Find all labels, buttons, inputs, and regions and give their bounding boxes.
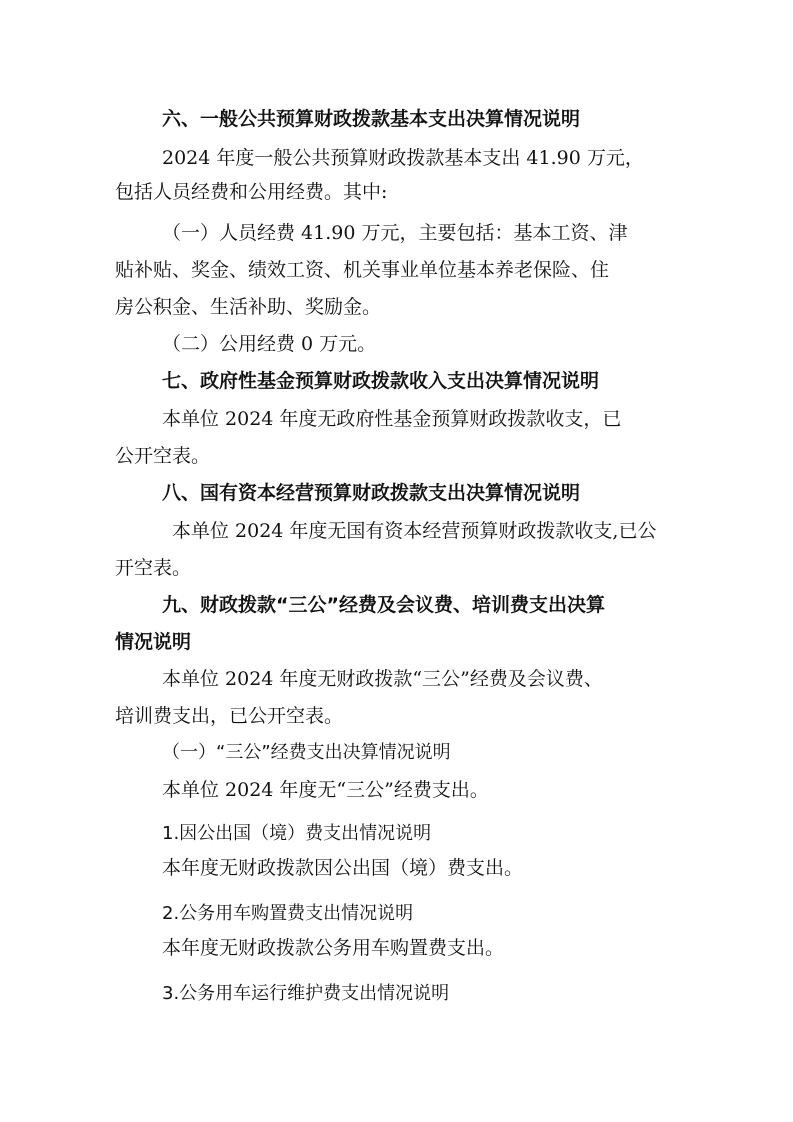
section-7-paragraph-line: 公开空表。	[115, 445, 211, 467]
section-9-paragraph-line: 本单位 2024 年度无财政拨款“三公”经费及会议费、	[162, 668, 603, 690]
section-6-paragraph-line: 包括人员经费和公用经费。其中:	[115, 181, 388, 203]
section-7-heading: 七、政府性基金预算财政拨款收入支出决算情况说明	[162, 370, 600, 392]
item-2-heading: 2.公务用车购置费支出情况说明	[162, 903, 414, 924]
section-6-paragraph-line: 2024 年度一般公共预算财政拨款基本支出 41.90 万元，	[162, 147, 644, 169]
section-9-heading-line: 情况说明	[115, 631, 192, 653]
section-6-item-1-line: （一）人员经费 41.90 万元，主要包括：基本工资、津	[162, 222, 628, 244]
section-9-heading-line: 九、财政拨款“三公”经费及会议费、培训费支出决算	[162, 594, 605, 616]
item-1-text: 本年度无财政拨款因公出国（境）费支出。	[162, 857, 524, 879]
section-8-heading: 八、国有资本经营预算财政拨款支出决算情况说明	[162, 482, 581, 504]
section-8-paragraph-line: 本单位 2024 年度无国有资本经营预算财政拨款收支,已公	[172, 520, 657, 542]
section-7-paragraph-line: 本单位 2024 年度无政府性基金预算财政拨款收支，已	[162, 408, 622, 430]
section-9-paragraph-line: 培训费支出，已公开空表。	[115, 705, 344, 727]
item-1-heading: 1.因公出国（境）费支出情况说明	[162, 823, 432, 844]
section-6-item-1-line: 房公积金、生活补助、奖励金。	[115, 296, 382, 318]
section-8-paragraph-line: 开空表。	[115, 557, 192, 579]
subsection-1-text: 本单位 2024 年度无“三公”经费支出。	[162, 779, 489, 801]
section-6-item-1-line: 贴补贴、奖金、绩效工资、机关事业单位基本养老保险、住	[115, 259, 610, 281]
section-6-item-2: （二）公用经费 0 万元。	[162, 333, 377, 355]
section-6-heading: 六、一般公共预算财政拨款基本支出决算情况说明	[162, 108, 581, 130]
item-3-heading: 3.公务用车运行维护费支出情况说明	[162, 983, 450, 1004]
subsection-1-heading: （一）“三公”经费支出决算情况说明	[162, 742, 451, 763]
item-2-text: 本年度无财政拨款公务用车购置费支出。	[162, 937, 505, 959]
